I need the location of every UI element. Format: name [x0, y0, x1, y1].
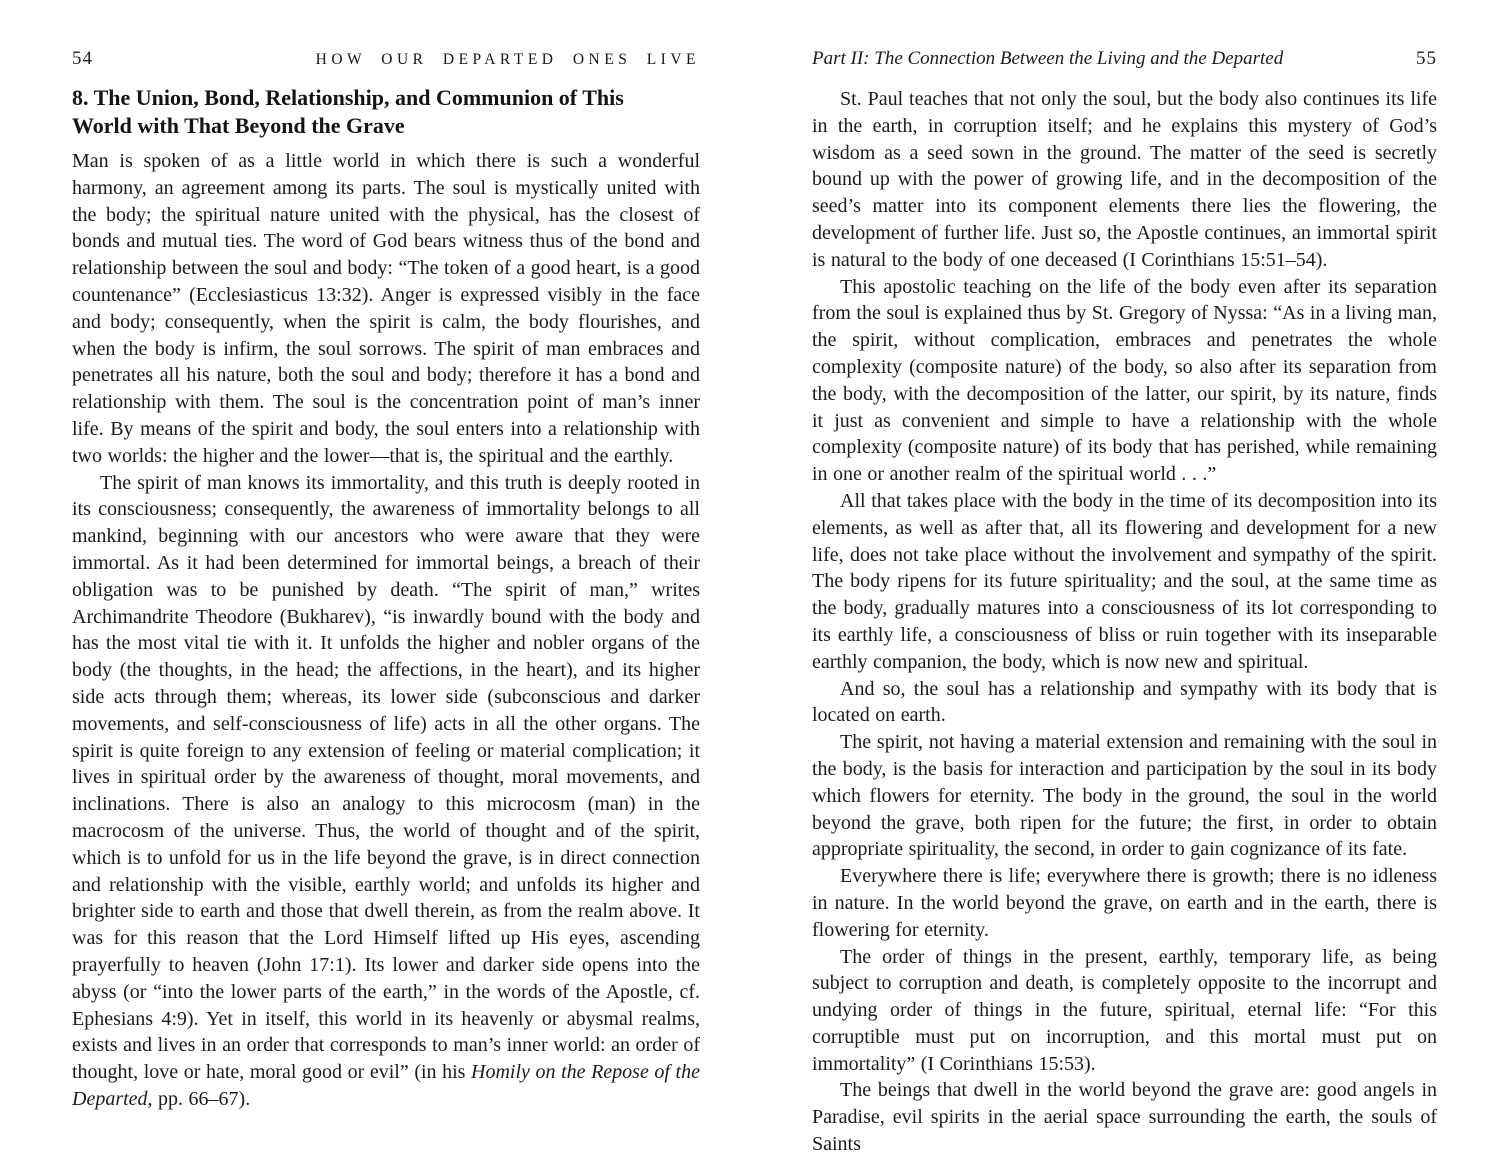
paragraph: [72, 470, 700, 1113]
text-run: St. Paul teaches that not only the soul, but the body also continues its life in the earth, in corruption itself; and he explains this mystery of God’s wisdom as a seed sown in the ground. The matter of the seed is secretly bound up with the power of growing life, and in the decomposition of the seed’s matter into its component elements there lies the flowering, the development of further life. Just so, the Apostle continues, an immortal spirit is natural to the body of one deceased (I Corinthians 15:51–54).: [812, 88, 1437, 271]
paragraph: [72, 148, 700, 470]
text-run: The order of things in the present, earthly, temporary life, as being subject to corruption and death, is completely opposite to the incorrupt and undying order of things in the future, spiritual, eternal life: “For this corruptible must put on incorruption, and this mortal must put on immortality” (I Corinthians 15:53).: [812, 945, 1437, 1075]
page-body-right: [812, 86, 1437, 1158]
page-number-right: 55: [1416, 48, 1437, 69]
paragraph: [812, 1077, 1437, 1157]
text-run: The beings that dwell in the world beyond the grave are: good angels in Paradise, evil spirits in the aerial space surrounding the earth, the souls of Saints: [812, 1079, 1437, 1156]
paragraph: [812, 274, 1437, 488]
paragraph: [812, 488, 1437, 676]
running-head-row-left: [72, 48, 700, 70]
text-run: pp. 66–67).: [152, 1087, 251, 1110]
running-head-right: Part II: The Connection Between the Living and the Departed: [812, 48, 1284, 69]
text-run: Everywhere there is life; everywhere there is growth; there is no idleness in nature. In the world beyond the grave, on earth and in the earth, there is flowering for eternity.: [812, 865, 1437, 941]
page-number-left: 54: [72, 48, 93, 69]
running-head-left: HOW OUR DEPARTED ONES LIVE: [315, 51, 700, 68]
running-head-row-right: [812, 48, 1437, 70]
text-run: This apostolic teaching on the life of the body even after its separation from the soul is explained thus by St. Gregory of Nyssa: “As in a living man, the spirit, without complication, embraces and penetrates the whole complexity (composite nature) of the body, so also after its separation from the body, with the decomposition of the latter, our spirit, by its nature, finds it just as convenient and simple to have a relationship with the whole complexity (composite nature) of its body that has perished, while remaining in one or another realm of the spiritual world . . .”: [812, 275, 1437, 486]
text-run: The spirit of man knows its immortality, and this truth is deeply rooted in its consciousness; consequently, the awareness of immortality belongs to all mankind, beginning with our ancestors who were aware that they were immortal. As it had been determined for immortal beings, a breach of their obligation was to be punished by death. “The spirit of man,” writes Archimandrite Theodore (Bukharev), “is inwardly bound with the body and has the most vital tie with it. It unfolds the higher and nobler organs of the body (the thoughts, in the head; the affections, in the heart), and its higher side acts through them; whereas, its lower side (subconscious and darker movements, and self-consciousness of life) acts in all the other organs. The spirit is quite foreign to any extension of feeling or material complication; it lives in spiritual order by the awareness of thought, moral movements, and inclinations. There is also an analogy to this microcosm (man) in the macrocosm of the universe. Thus, the world of thought and of the spirit, which is to unfold for us in the life beyond the grave, is in direct connection and relationship with the visible, earthly world; and unfolds its higher and brighter side to earth and those that dwell therein, as from the realm above. It was for this reason that the Lord Himself lifted up His eyes, ascending prayerfully to heaven (John 17:1). Its lower and darker side opens into the abyss (or “into the lower parts of the earth,” in the words of the Apostle, cf. Ephesians 4:9). Yet in itself, this world in its heavenly or abysmal realms, exists and lives in an order that corresponds to man’s inner world: an order of thought, love or hate, moral good or evil” (in his: [72, 471, 700, 1084]
text-run: Man is spoken of as a little world in which there is such a wonderful harmony, an agreement among its parts. The soul is mystically united with the body; the spiritual nature united with the physical, has the closest of bonds and mutual ties. The word of God bears witness thus of the bond and relationship between the soul and body: “The token of a good heart, is a good countenance” (Ecclesiasticus 13:32). Anger is expressed visibly in the face and body; consequently, when the spirit is calm, the body flourishes, and when the body is infirm, the soul sorrows. The spirit of man embraces and penetrates all his nature, both the soul and body; therefore it has a bond and relationship with them. The soul is the concentration point of man’s inner life. By means of the spirit and body, the soul enters into a relationship with two worlds: the higher and the lower—that is, the spiritual and the earthly.: [72, 150, 700, 467]
paragraph: [812, 86, 1437, 274]
page-body-left: [72, 148, 700, 1113]
paragraph: [812, 863, 1437, 943]
section-heading: 8. The Union, Bond, Relationship, and Communion of This World with That Beyond the Grave: [72, 85, 624, 138]
text-run: All that takes place with the body in the time of its decomposition into its elements, as well as after that, all its flowering and development for a new life, does not take place without the involvement and sympathy of the spirit. The body ripens for its future spirituality; and the soul, at the same time as the body, gradually matures into a consciousness of its lot corresponding to its earthly life, a consciousness of bliss or ruin together with its inseparable earthly companion, the body, which is now new and spiritual.: [812, 489, 1437, 673]
text-run: The spirit, not having a material extension and remaining with the soul in the body, is the basis for interaction and participation by the soul in its body which flowers for eternity. The body in the ground, the soul in the world beyond the grave, both ripen for the future; the first, in order to obtain appropriate spirituality, the second, in order to gain cognizance of its fate.: [812, 731, 1437, 861]
paragraph: [812, 676, 1437, 730]
paragraph: [812, 944, 1437, 1078]
text-run: And so, the soul has a relationship and sympathy with its body that is located on earth.: [812, 677, 1437, 727]
paragraph: [812, 729, 1437, 863]
italic-book-title: Homily on the Repose of the Departed,: [72, 1061, 700, 1110]
